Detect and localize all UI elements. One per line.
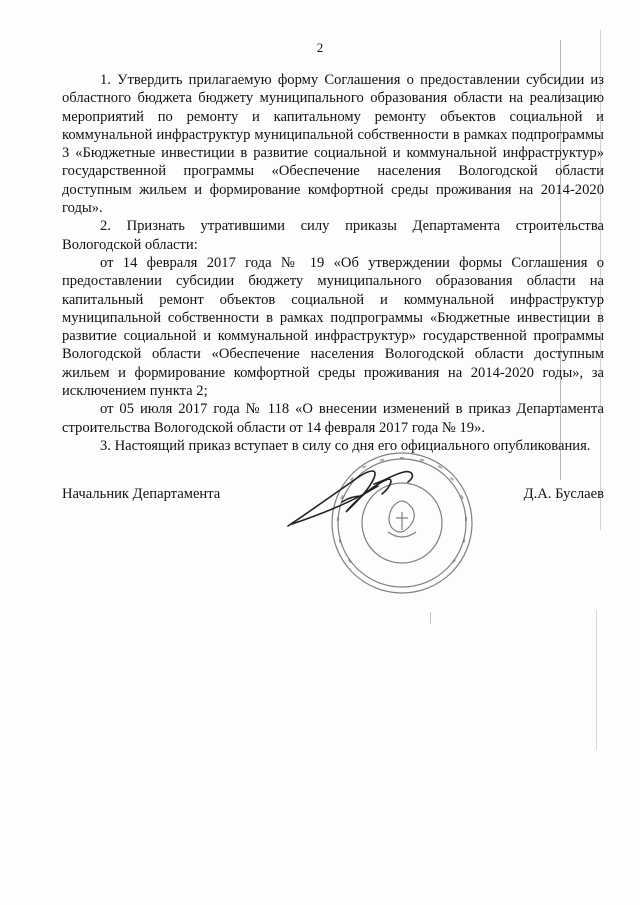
paragraph-2-item-1: от 14 февраля 2017 года № 19 «Об утверждении формы Соглашения о предоставлении субсидии бюджету муниципального образования области на капитальный ремонт объектов социальной и коммунальной инфраструктур муниципальной собственности в рамках подпрограммы «Бюджетные инвестиции в развитие социальной и коммунальной инфраструктур» государственной программы Вологодской области «Обеспечение населения Вологодской области доступным жильем и формирование комфортной среды проживания на 2014-2020 годы», за исключением пункта 2; [62, 254, 604, 400]
paragraph-2: 2. Признать утратившими силу приказы Департамента строительства Вологодской области: [62, 218, 604, 253]
scan-artifact-line [560, 40, 561, 480]
scan-artifact-line [596, 610, 597, 750]
scan-artifact-line [430, 612, 431, 624]
signature-icon [282, 462, 432, 532]
paragraph-2-item-2: от 05 июля 2017 года № 118 «О внесении изменений в приказ Департамента строительства Вологодской области от 14 февраля 2017 года № 19». [62, 401, 604, 436]
scan-artifact-line [600, 30, 601, 530]
signer-position: Начальник Департамента [62, 486, 221, 502]
signer-name: Д.А. Буслаев [523, 486, 604, 502]
paragraph-3: 3. Настоящий приказ вступает в силу со дня его официального опубликования. [100, 437, 591, 454]
page-number: 2 [316, 40, 324, 55]
paragraph-1: 1. Утвердить прилагаемую форму Соглашения о предоставлении субсидии из областного бюджета бюджету муниципального образования области на реализацию мероприятий по ремонту и капитальному ремонту объектов социальной и коммунальной инфраструктур муниципальной собственности в рамках подпрограммы 3 «Бюджетные инвестиции в развитие социальной и коммунальной инфраструктур» государственной программы «Обеспечение населения Вологодской области доступным жильем и формирование комфортной среды проживания на 2014-2020 годы». [62, 72, 604, 217]
document-body [62, 71, 604, 455]
